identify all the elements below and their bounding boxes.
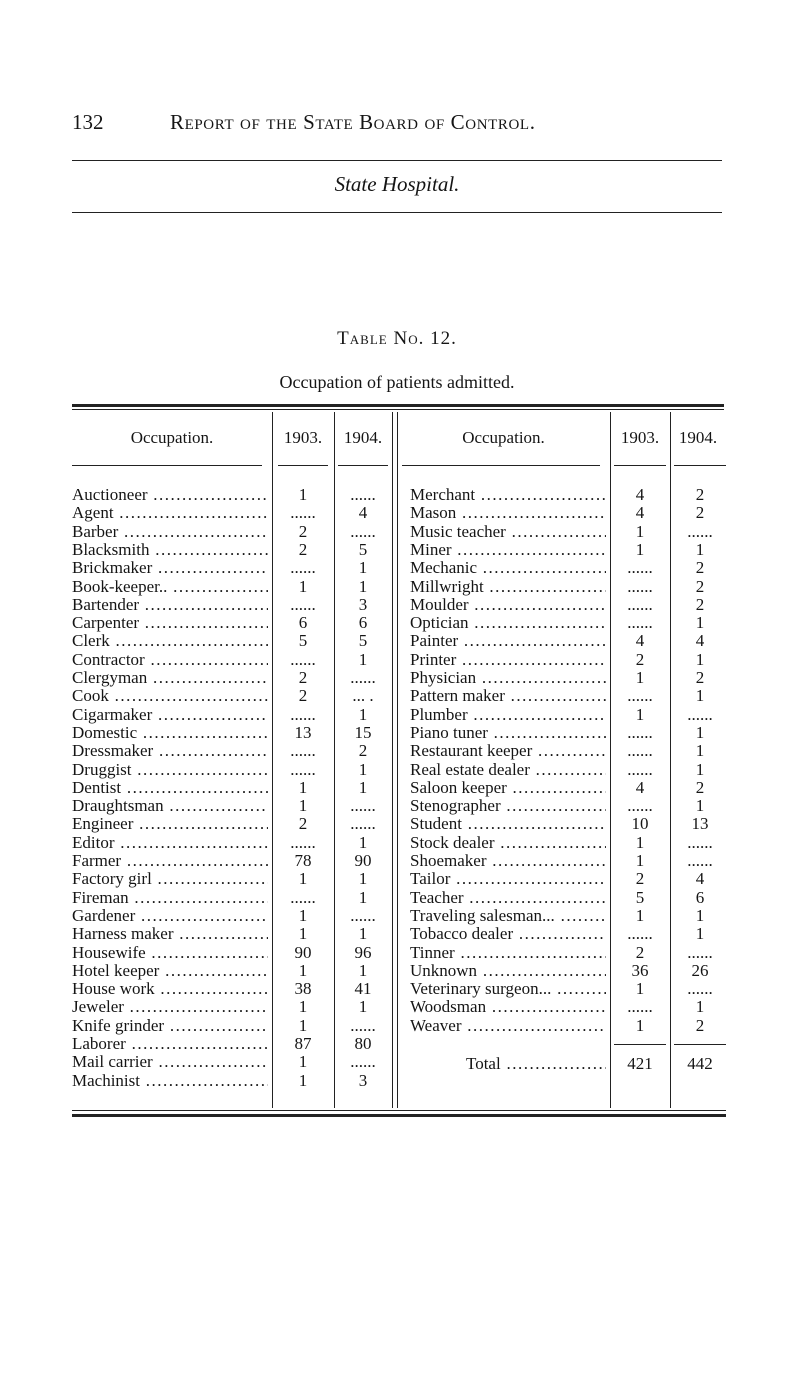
occupation-cell: Cigarmaker ..... (72, 706, 268, 724)
count-1903-cell: 2 (635, 942, 645, 962)
header-1903-left: 1903. (283, 428, 323, 447)
count-1904-cell: 1 (358, 924, 368, 944)
occupation-cell: Jeweler ..... (72, 998, 268, 1016)
count-1904-cell: 2 (695, 558, 705, 578)
total-1903: 421 (627, 1054, 653, 1073)
occupation-cell: Mail carrier ..... (72, 1053, 268, 1071)
count-1904-cell: 2 (695, 1015, 705, 1035)
count-1904-cell: 1 (358, 869, 368, 889)
count-1903-cell: 5 (635, 887, 645, 907)
count-1904-cell: ...... (687, 521, 713, 541)
count-1904-cell: 6 (358, 613, 368, 633)
count-1903-cell: 1 (635, 539, 645, 559)
occupation-cell: Editor ..... (72, 834, 268, 852)
occupation-cell: Cook ..... (72, 687, 268, 705)
occupation-cell: Unknown ..... (410, 962, 606, 980)
table-top-rule (72, 404, 724, 407)
count-1903-cell: ...... (627, 741, 653, 761)
count-1903-cell: ...... (627, 924, 653, 944)
occupation-cell: Harness maker ..... (72, 925, 268, 943)
total-rule (614, 1044, 666, 1045)
table-title: Table No. 12. (337, 328, 457, 349)
count-1903-cell: ...... (290, 704, 316, 724)
count-1904-cell: 1 (695, 613, 705, 633)
count-1904-cell: ...... (687, 942, 713, 962)
count-1903-cell: ...... (627, 576, 653, 596)
occupation-cell: Optician ..... (410, 614, 606, 632)
count-1904-cell: ...... (350, 1015, 376, 1035)
occupation-cell: Gardener ..... (72, 907, 268, 925)
count-1903-cell: 90 (294, 942, 312, 962)
occupation-cell: Dentist ..... (72, 779, 268, 797)
page-header (72, 110, 722, 140)
count-1903-cell: 78 (294, 851, 312, 870)
count-1903-cell: 1 (635, 521, 645, 541)
count-1904-cell: 3 (358, 594, 368, 614)
count-1904-cell: 1 (695, 924, 705, 944)
occupation-cell: Music teacher ..... (410, 523, 606, 541)
occupation-cell: Weaver ..... (410, 1017, 606, 1035)
count-1903-cell: ...... (627, 613, 653, 633)
count-1903-cell: 1 (298, 997, 308, 1017)
occupation-cell: Domestic ..... (72, 724, 268, 742)
count-1904-cell: 1 (695, 649, 705, 669)
count-1903-cell: 1 (298, 869, 308, 889)
count-1903-cell: 1 (298, 1070, 308, 1090)
count-1903-cell: ...... (290, 649, 316, 669)
count-1903-cell: 87 (294, 1034, 312, 1053)
count-1904-cell: 4 (695, 631, 705, 651)
occupation-cell: Dressmaker ..... (72, 742, 268, 760)
count-1903-cell: 10 (631, 814, 649, 834)
count-1903-cell: 5 (298, 631, 308, 651)
count-1904-cell: 1 (695, 722, 705, 742)
header-rule (72, 160, 722, 161)
count-1903-cell: ...... (627, 759, 653, 779)
count-1904-cell: 80 (354, 1034, 372, 1053)
count-1903-cell: ...... (627, 997, 653, 1017)
count-1903-cell: 2 (635, 869, 645, 889)
count-1903-cell: 36 (631, 960, 649, 980)
occupation-cell: Traveling salesman... ..... (410, 907, 606, 925)
occupation-cell: Printer ..... (410, 651, 606, 669)
header-1904-left: 1904. (343, 428, 383, 447)
count-1903-cell: 1 (298, 576, 308, 596)
count-1903-cell: ...... (627, 594, 653, 614)
occupation-cell: Auctioneer ..... (72, 486, 268, 504)
count-1904-cell: 1 (695, 759, 705, 779)
count-1904-cell: 1 (358, 960, 368, 980)
occupation-cell: Clergyman ..... (72, 669, 268, 687)
count-1903-cell: ...... (290, 503, 316, 523)
count-1904-cell: 1 (695, 741, 705, 761)
occupation-cell: Knife grinder ..... (72, 1017, 268, 1035)
count-1903-cell: 1 (298, 924, 308, 944)
count-1903-cell: ...... (627, 558, 653, 578)
occupation-cell: Barber ..... (72, 523, 268, 541)
occupation-cell: Miner ..... (410, 541, 606, 559)
count-1904-cell: 4 (695, 869, 705, 889)
count-1903-cell: 2 (298, 668, 308, 687)
count-1904-cell: ...... (350, 521, 376, 541)
occupation-cell: Carpenter ..... (72, 614, 268, 632)
count-1903-cell: ...... (627, 686, 653, 706)
header-underline (338, 465, 388, 466)
count-1903-cell: 2 (298, 521, 308, 541)
header-1904-right: 1904. (678, 428, 718, 447)
count-1904-cell: 2 (695, 485, 705, 504)
count-1904-cell: 90 (354, 851, 372, 870)
occupation-cell: Fireman ..... (72, 889, 268, 907)
header-underline (402, 465, 600, 466)
count-1904-cell: 26 (691, 960, 709, 980)
count-1904-cell: ...... (350, 905, 376, 925)
count-1903-cell: 1 (298, 796, 308, 816)
occupation-cell: Saloon keeper ..... (410, 779, 606, 797)
table-top-rule-thin (72, 409, 724, 410)
count-1903-cell: ...... (290, 741, 316, 761)
count-1903-cell: 4 (635, 777, 645, 797)
count-1903-cell: 2 (298, 686, 308, 706)
count-1904-cell: 96 (354, 942, 372, 962)
occupation-cell: Brickmaker ..... (72, 559, 268, 577)
occupation-cell: Tinner ..... (410, 944, 606, 962)
occupation-cell: Student ..... (410, 815, 606, 833)
count-1904-cell: 1 (358, 649, 368, 669)
occupation-cell: Engineer ..... (72, 815, 268, 833)
count-1904-cell: 1 (358, 777, 368, 797)
header-1903-right: 1903. (620, 428, 660, 447)
occupation-cell: Mechanic ..... (410, 559, 606, 577)
count-1904-cell: 1 (358, 576, 368, 596)
count-1903-cell: 2 (298, 539, 308, 559)
count-1904-cell: ...... (350, 814, 376, 834)
count-1903-cell: ...... (290, 759, 316, 779)
occupation-cell: Pattern maker ..... (410, 687, 606, 705)
occupation-cell: Teacher ..... (410, 889, 606, 907)
count-1904-cell: ...... (687, 979, 713, 999)
count-1903-cell: 1 (635, 905, 645, 925)
count-1903-cell: ...... (627, 796, 653, 816)
count-1903-cell: 1 (635, 851, 645, 870)
count-1904-cell: ...... (687, 851, 713, 870)
count-1904-cell: 1 (358, 558, 368, 578)
count-1904-cell: ...... (350, 1052, 376, 1072)
occupation-cell: Restaurant keeper ..... (410, 742, 606, 760)
count-1903-cell: 4 (635, 631, 645, 651)
count-1903-cell: ...... (627, 722, 653, 742)
occupation-cell: Bartender ..... (72, 596, 268, 614)
occupation-cell: Tobacco dealer ..... (410, 925, 606, 943)
count-1904-cell: ...... (687, 832, 713, 852)
count-1904-cell: 4 (358, 503, 368, 523)
occupation-cell: Physician ..... (410, 669, 606, 687)
occupation-cell: Druggist ..... (72, 761, 268, 779)
count-1903-cell: ...... (290, 594, 316, 614)
count-1903-cell: 1 (298, 1015, 308, 1035)
count-1904-cell: 1 (358, 832, 368, 852)
table-bottom-rule (72, 1114, 726, 1117)
header-underline (72, 465, 262, 466)
table-caption: Occupation of patients admitted. (279, 372, 515, 392)
count-1903-cell: 4 (635, 485, 645, 504)
occupation-cell: Shoemaker ..... (410, 852, 606, 870)
occupation-cell: Real estate dealer ..... (410, 761, 606, 779)
count-1904-cell: 1 (695, 905, 705, 925)
occupation-cell: Tailor ..... (410, 870, 606, 888)
occupation-cell: Laborer ..... (72, 1035, 268, 1053)
count-1903-cell: ...... (290, 887, 316, 907)
occupation-cell: Mason ..... (410, 504, 606, 522)
count-1904-cell: ...... (350, 485, 376, 504)
occupation-cell: Plumber ..... (410, 706, 606, 724)
count-1904-cell: 2 (695, 668, 705, 687)
count-1904-cell: 1 (358, 887, 368, 907)
count-1904-cell: 1 (695, 997, 705, 1017)
count-1904-cell: 41 (354, 979, 372, 999)
count-1903-cell: 13 (294, 722, 312, 742)
occupation-cell: Piano tuner ..... (410, 724, 606, 742)
count-1904-cell: 5 (358, 539, 368, 559)
count-1904-cell: 5 (358, 631, 368, 651)
header-underline (614, 465, 666, 466)
count-1903-cell: 1 (298, 777, 308, 797)
count-1903-cell: 2 (635, 649, 645, 669)
center-double-divider (397, 412, 398, 1108)
count-1903-cell: 38 (294, 979, 312, 999)
occupation-cell: Factory girl ..... (72, 870, 268, 888)
header-occupation-left: Occupation. (130, 428, 214, 447)
count-1904-cell: 15 (354, 722, 372, 742)
occupation-cell: Stock dealer ..... (410, 834, 606, 852)
running-title: Report of the State Board of Control. (170, 110, 536, 134)
count-1904-cell: 1 (695, 686, 705, 706)
count-1903-cell: 1 (635, 979, 645, 999)
count-1903-cell: 1 (635, 832, 645, 852)
count-1904-cell: ... . (352, 686, 374, 706)
count-1904-cell: 2 (358, 741, 368, 761)
total-label: Total ..... (466, 1054, 606, 1074)
count-1903-cell: 4 (635, 503, 645, 523)
occupation-cell: Draughtsman ..... (72, 797, 268, 815)
count-1903-cell: ...... (290, 832, 316, 852)
occupation-cell: Housewife ..... (72, 944, 268, 962)
page-number: 132 (72, 110, 104, 134)
count-1904-cell: 1 (358, 704, 368, 724)
occupation-cell: Book-keeper.. ..... (72, 578, 268, 596)
total-1904: 442 (687, 1054, 713, 1073)
count-1904-cell: 2 (695, 576, 705, 596)
header-underline (674, 465, 726, 466)
header-underline (278, 465, 328, 466)
count-1904-cell: 3 (358, 1070, 368, 1090)
occupation-cell: Machinist ..... (72, 1072, 268, 1090)
section-title: State Hospital. (334, 172, 460, 196)
occupation-cell: Millwright ..... (410, 578, 606, 596)
count-1903-cell: 1 (635, 668, 645, 687)
count-1904-cell: 1 (695, 539, 705, 559)
occupation-cell: Contractor ..... (72, 651, 268, 669)
occupation-cell: Moulder ..... (410, 596, 606, 614)
occupation-cell: Woodsman ..... (410, 998, 606, 1016)
count-1903-cell: ...... (290, 558, 316, 578)
occupation-cell: Merchant ..... (410, 486, 606, 504)
center-double-divider (392, 412, 393, 1108)
occupation-cell: Stenographer ..... (410, 797, 606, 815)
occupation-cell: House work ..... (72, 980, 268, 998)
count-1904-cell: 13 (691, 814, 709, 834)
occupation-cell: Farmer ..... (72, 852, 268, 870)
count-1904-cell: 1 (358, 759, 368, 779)
count-1903-cell: 2 (298, 814, 308, 834)
count-1903-cell: 6 (298, 613, 308, 633)
count-1904-cell: ...... (687, 704, 713, 724)
occupation-cell: Veterinary surgeon... ..... (410, 980, 606, 998)
occupation-cell: Hotel keeper ..... (72, 962, 268, 980)
count-1903-cell: 1 (635, 1015, 645, 1035)
occupation-cell: Agent ..... (72, 504, 268, 522)
count-1904-cell: ...... (350, 668, 376, 687)
section-rule (72, 212, 722, 213)
occupation-cell: Blacksmith ..... (72, 541, 268, 559)
count-1903-cell: 1 (298, 1052, 308, 1072)
count-1903-cell: 1 (635, 704, 645, 724)
occupation-cell: Clerk ..... (72, 632, 268, 650)
count-1904-cell: 1 (695, 796, 705, 816)
count-1904-cell: 6 (695, 887, 705, 907)
count-1904-cell: 2 (695, 503, 705, 523)
table-bottom-rule-thin (72, 1110, 726, 1111)
occupation-cell: Painter ..... (410, 632, 606, 650)
total-rule (674, 1044, 726, 1045)
header-occupation-right: Occupation. (462, 428, 545, 447)
count-1904-cell: 1 (358, 997, 368, 1017)
count-1903-cell: 1 (298, 485, 308, 504)
count-1904-cell: ...... (350, 796, 376, 816)
count-1904-cell: 2 (695, 594, 705, 614)
count-1903-cell: 1 (298, 905, 308, 925)
count-1904-cell: 2 (695, 777, 705, 797)
count-1903-cell: 1 (298, 960, 308, 980)
